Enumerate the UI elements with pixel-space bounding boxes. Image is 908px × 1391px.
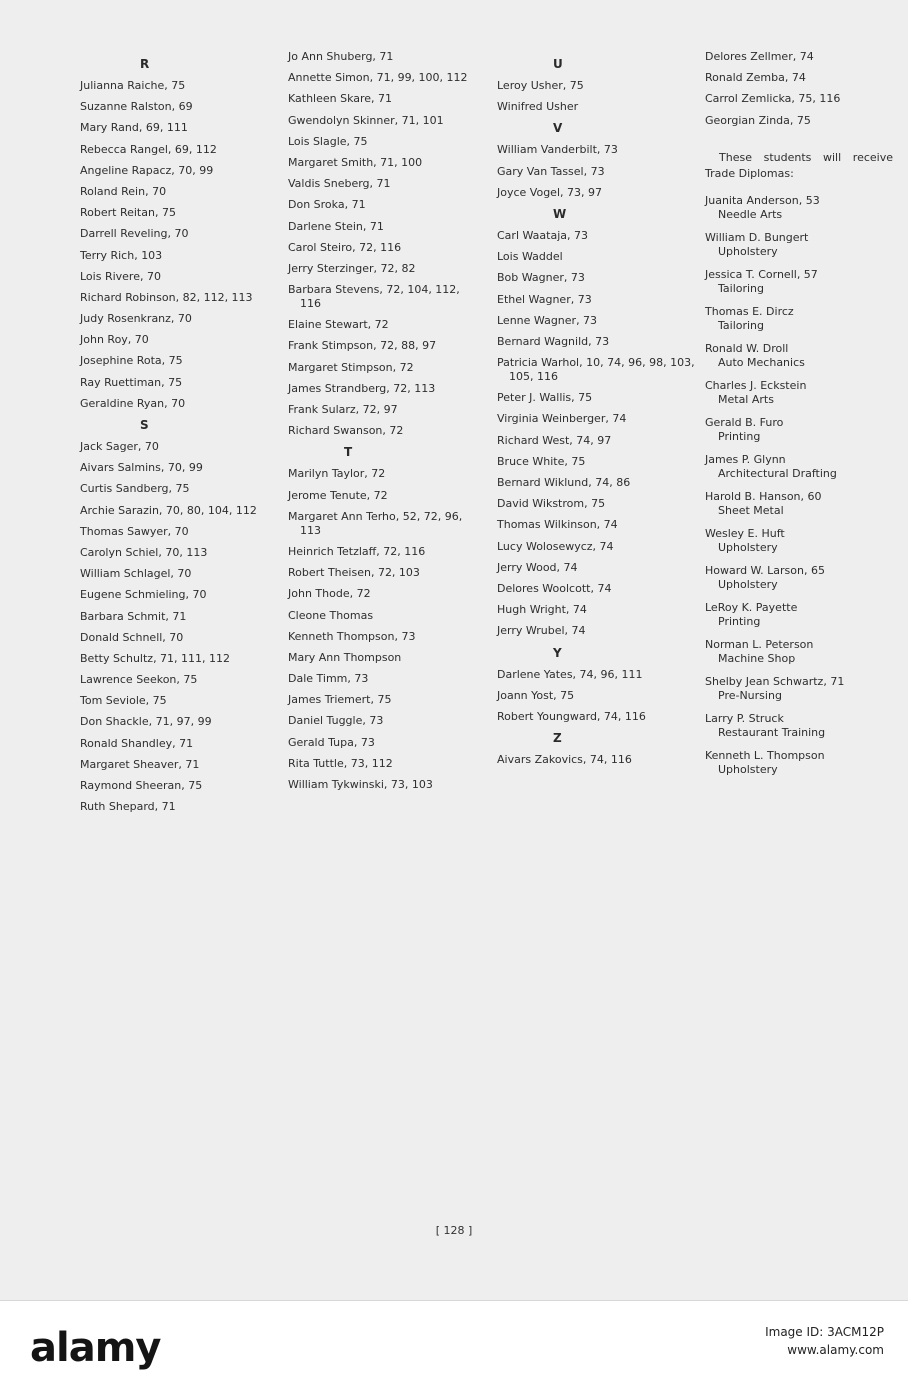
diploma-trade: Sheet Metal	[718, 503, 784, 517]
diploma-entry	[705, 416, 893, 444]
diploma-student-name: William D. Bungert	[705, 230, 809, 244]
index-entry: Joyce Vogel, 73, 97	[497, 185, 602, 199]
diploma-student-name: Howard W. Larson, 65	[705, 563, 825, 577]
diploma-student-name: Gerald B. Furo	[705, 415, 784, 429]
index-entry: William Schlagel, 70	[80, 567, 192, 581]
index-entry: Don Shackle, 71, 97, 99	[80, 715, 212, 729]
index-entry: Ronald Shandley, 71	[80, 736, 194, 750]
diploma-student-name: Larry P. Struck	[705, 711, 784, 725]
index-entry: Carrol Zemlicka, 75, 116	[705, 92, 841, 106]
diploma-student-name: Juanita Anderson, 53	[705, 193, 820, 207]
watermark-logo: alamy	[30, 1325, 161, 1371]
index-entry: Virginia Weinberger, 74	[497, 412, 627, 426]
index-entry: Lucy Wolosewycz, 74	[497, 539, 614, 553]
trade-diploma-intro: These students will receive Trade Diplomas:	[705, 150, 893, 180]
index-entry: Robert Theisen, 72, 103	[288, 566, 420, 580]
index-entry: Jerome Tenute, 72	[288, 488, 388, 502]
index-entry: David Wikstrom, 75	[497, 497, 606, 511]
diploma-student-name: Thomas E. Dircz	[705, 304, 794, 318]
index-column-4	[705, 50, 893, 786]
section-letter: T	[344, 445, 353, 460]
diploma-entry	[705, 490, 893, 518]
index-entry: Judy Rosenkranz, 70	[80, 312, 192, 326]
index-entry: Archie Sarazin, 70, 80, 104, 112	[80, 503, 257, 517]
diploma-entry	[705, 527, 893, 555]
index-entry: Frank Stimpson, 72, 88, 97	[288, 339, 437, 353]
index-entry: Geraldine Ryan, 70	[80, 396, 186, 410]
watermark-url: www.alamy.com	[787, 1343, 884, 1357]
index-entry: William Tykwinski, 73, 103	[288, 778, 433, 791]
index-entry: Georgian Zinda, 75	[705, 113, 811, 127]
index-column-1	[80, 50, 280, 821]
index-entry: Ray Ruettiman, 75	[80, 375, 183, 389]
index-entry: John Thode, 72	[288, 587, 371, 601]
diploma-student-name: Jessica T. Cornell, 57	[705, 267, 818, 281]
index-entry: Carol Steiro, 72, 116	[288, 240, 402, 254]
index-entry: Thomas Wilkinson, 74	[497, 518, 618, 532]
diploma-entry	[705, 231, 893, 259]
index-entry: Thomas Sawyer, 70	[80, 524, 189, 538]
index-entry: Darrell Reveling, 70	[80, 227, 189, 241]
page-number: [ 128 ]	[435, 1224, 473, 1237]
diploma-entry	[705, 712, 893, 740]
index-entry: Jerry Wood, 74	[497, 560, 578, 574]
index-entry: Don Sroka, 71	[288, 198, 366, 212]
index-entry: Josephine Rota, 75	[80, 354, 183, 368]
index-entry: Delores Zellmer, 74	[705, 50, 814, 63]
diploma-entry	[705, 601, 893, 629]
index-entry: Margaret Ann Terho, 52, 72, 96, 113	[288, 509, 463, 537]
index-entry: Tom Seviole, 75	[80, 694, 167, 708]
diploma-trade: Upholstery	[718, 577, 778, 591]
index-entry: Peter J. Wallis, 75	[497, 391, 593, 405]
diploma-entry	[705, 379, 893, 407]
index-entry: Richard West, 74, 97	[497, 433, 612, 447]
diploma-student-name: Harold B. Hanson, 60	[705, 489, 822, 503]
index-entry: Gwendolyn Skinner, 71, 101	[288, 113, 444, 127]
index-entry: Rebecca Rangel, 69, 112	[80, 142, 217, 156]
index-entry: Robert Reitan, 75	[80, 206, 176, 220]
index-entry: Bruce White, 75	[497, 454, 586, 468]
index-entry: Richard Robinson, 82, 112, 113	[80, 290, 253, 304]
index-entry: Darlene Stein, 71	[288, 219, 384, 233]
index-entry: Dale Timm, 73	[288, 672, 369, 686]
index-entry: Rita Tuttle, 73, 112	[288, 756, 393, 770]
image-id: Image ID: 3ACM12P	[765, 1325, 884, 1339]
index-entry: Jo Ann Shuberg, 71	[288, 50, 394, 63]
diploma-trade: Machine Shop	[718, 651, 796, 665]
diploma-student-name: Shelby Jean Schwartz, 71	[705, 674, 845, 688]
diploma-entry	[705, 453, 893, 481]
diploma-trade: Printing	[718, 429, 761, 443]
diploma-trade: Pre-Nursing	[718, 688, 782, 702]
diploma-trade: Tailoring	[718, 281, 765, 295]
index-entry: Barbara Schmit, 71	[80, 609, 187, 623]
index-entry: Ronald Zemba, 74	[705, 71, 806, 85]
index-entry: Delores Woolcott, 74	[497, 581, 612, 595]
diploma-trade: Restaurant Training	[718, 725, 826, 739]
index-entry: Annette Simon, 71, 99, 100, 112	[288, 71, 468, 85]
diploma-entry	[705, 675, 893, 703]
index-entry: Lois Slagle, 75	[288, 134, 368, 148]
diploma-student-name: James P. Glynn	[705, 452, 786, 466]
diploma-entry	[705, 749, 893, 777]
index-entry: Jack Sager, 70	[80, 440, 159, 453]
index-entry: Angeline Rapacz, 70, 99	[80, 163, 214, 177]
index-entry: Barbara Stevens, 72, 104, 112, 116	[288, 283, 460, 311]
index-entry: Mary Ann Thompson	[288, 650, 402, 664]
diploma-entry	[705, 268, 893, 296]
stock-watermark-bar	[0, 1300, 908, 1391]
index-entry: Darlene Yates, 74, 96, 111	[497, 667, 643, 681]
diploma-student-name: LeRoy K. Payette	[705, 600, 798, 614]
z-continued-list	[705, 50, 893, 128]
index-entry: Margaret Smith, 71, 100	[288, 155, 423, 169]
diploma-student-name: Charles J. Eckstein	[705, 378, 807, 392]
index-entry: Gerald Tupa, 73	[288, 735, 375, 749]
diploma-student-name: Wesley E. Huft	[705, 526, 785, 540]
index-entry: Aivars Salmins, 70, 99	[80, 461, 203, 475]
index-entry: Lenne Wagner, 73	[497, 313, 598, 327]
index-entry: Frank Sularz, 72, 97	[288, 403, 398, 416]
trade-diploma-list	[705, 194, 893, 777]
diploma-trade: Upholstery	[718, 762, 778, 776]
section-letter: S	[140, 418, 149, 432]
index-entry: Jerry Sterzinger, 72, 82	[288, 261, 416, 275]
index-entry: Leroy Usher, 75	[497, 79, 584, 92]
index-entry: Bernard Wagnild, 73	[497, 334, 610, 348]
diploma-trade: Needle Arts	[718, 207, 783, 221]
index-entry: William Vanderbilt, 73	[497, 143, 618, 157]
diploma-trade: Printing	[718, 614, 761, 628]
index-entry: Cleone Thomas	[288, 608, 374, 622]
index-entry: Carolyn Schiel, 70, 113	[80, 545, 208, 559]
diploma-entry	[705, 342, 893, 370]
section-letter: V	[553, 121, 563, 136]
index-entry: Margaret Sheaver, 71	[80, 757, 200, 771]
index-entry: Lois Waddel	[497, 250, 563, 264]
diploma-trade: Auto Mechanics	[718, 355, 805, 369]
index-entry: Ruth Shepard, 71	[80, 800, 176, 814]
diploma-entry	[705, 194, 893, 222]
diploma-trade: Upholstery	[718, 540, 778, 554]
index-entry: Lawrence Seekon, 75	[80, 673, 198, 687]
index-entry: Robert Youngward, 74, 116	[497, 709, 646, 723]
diploma-trade: Upholstery	[718, 244, 778, 258]
index-column-2	[288, 50, 473, 799]
index-entry: Aivars Zakovics, 74, 116	[497, 753, 632, 767]
index-entry: Julianna Raiche, 75	[80, 79, 186, 92]
index-entry: Ethel Wagner, 73	[497, 292, 592, 306]
index-entry: Kathleen Skare, 71	[288, 92, 393, 106]
index-entry: Valdis Sneberg, 71	[288, 177, 391, 191]
index-entry: Eugene Schmieling, 70	[80, 588, 207, 602]
index-entry: Suzanne Ralston, 69	[80, 100, 193, 114]
index-entry: Margaret Stimpson, 72	[288, 360, 414, 374]
index-entry: Daniel Tuggle, 73	[288, 714, 384, 728]
diploma-entry	[705, 305, 893, 333]
index-entry: Bob Wagner, 73	[497, 271, 585, 285]
diploma-student-name: Norman L. Peterson	[705, 637, 814, 651]
index-entry: Mary Rand, 69, 111	[80, 121, 188, 135]
index-entry: Marilyn Taylor, 72	[288, 467, 386, 481]
diploma-student-name: Kenneth L. Thompson	[705, 748, 825, 762]
index-entry: Richard Swanson, 72	[288, 424, 404, 438]
index-entry: Terry Rich, 103	[80, 248, 163, 262]
index-column-3	[497, 50, 697, 774]
index-entry: Bernard Wiklund, 74, 86	[497, 476, 631, 489]
diploma-student-name: Ronald W. Droll	[705, 341, 789, 355]
section-letter: U	[553, 57, 563, 71]
index-entry: Patricia Warhol, 10, 74, 96, 98, 103, 105, 116	[497, 356, 695, 384]
diploma-trade: Architectural Drafting	[718, 466, 837, 480]
index-entry: James Strandberg, 72, 113	[288, 381, 436, 395]
index-entry: Hugh Wright, 74	[497, 603, 587, 617]
index-entry: Gary Van Tassel, 73	[497, 164, 605, 178]
index-entry: James Triemert, 75	[288, 693, 392, 707]
index-entry: Carl Waataja, 73	[497, 228, 588, 242]
section-letter: W	[553, 206, 567, 221]
section-letter: Z	[553, 731, 562, 746]
index-entry: Roland Rein, 70	[80, 184, 167, 198]
section-letter: R	[140, 57, 150, 71]
index-entry: Winifred Usher	[497, 100, 579, 114]
index-entry: Joann Yost, 75	[497, 688, 575, 702]
index-entry: Lois Rivere, 70	[80, 269, 161, 283]
diploma-trade: Tailoring	[718, 318, 765, 332]
index-entry: Heinrich Tetzlaff, 72, 116	[288, 544, 426, 558]
diploma-entry	[705, 564, 893, 592]
index-entry: Jerry Wrubel, 74	[497, 624, 586, 638]
section-letter: Y	[553, 645, 562, 660]
watermark-info	[765, 1325, 884, 1357]
index-entry: John Roy, 70	[80, 333, 149, 347]
diploma-entry	[705, 638, 893, 666]
index-entry: Betty Schultz, 71, 111, 112	[80, 651, 231, 665]
index-entry: Donald Schnell, 70	[80, 630, 184, 644]
diploma-trade: Metal Arts	[718, 392, 774, 406]
index-entry: Kenneth Thompson, 73	[288, 629, 416, 643]
index-entry: Elaine Stewart, 72	[288, 318, 389, 332]
index-entry: Curtis Sandberg, 75	[80, 482, 190, 496]
index-entry: Raymond Sheeran, 75	[80, 779, 203, 792]
